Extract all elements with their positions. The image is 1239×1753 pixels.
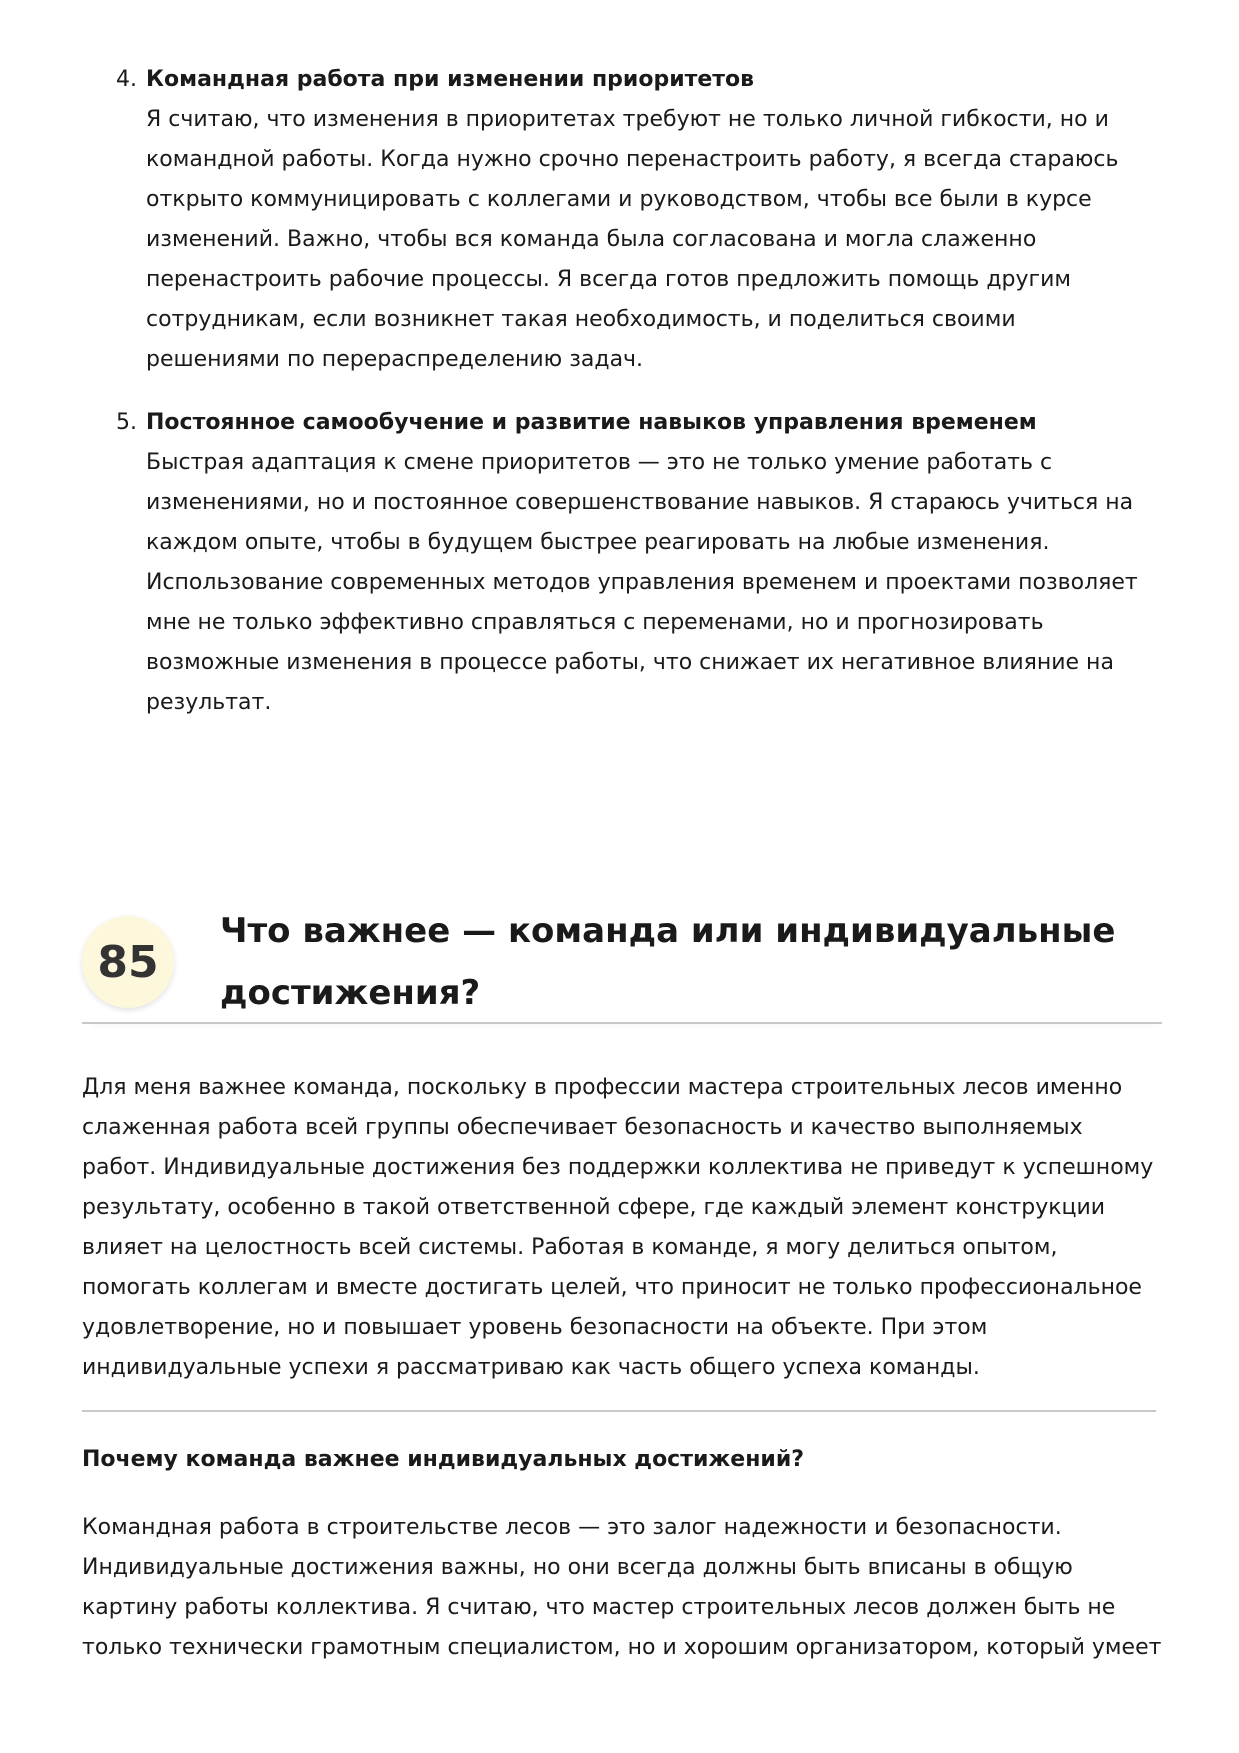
subheading-paragraph: Командная работа в строительстве лесов — это залог надежности и безопасности. Индивидуальные достижения важны, но они всегда должны быть вписаны в общую картину работы коллектива. Я считаю, что мастер строительных лесов должен быть не только технически грамотным специалистом, но и хорошим организатором, который умеет [82, 1515, 1162, 1660]
question-title: Что важнее — команда или индивидуальные достижения? [220, 911, 1116, 1013]
question-number-badge: 85 [82, 916, 174, 1008]
list-item [110, 403, 1160, 723]
list-item-number: 5. [116, 410, 137, 435]
list-item-title: Постоянное самообучение и развитие навыков управления временем [146, 410, 1037, 435]
list-item-title: Командная работа при изменении приоритетов [146, 67, 755, 92]
section-divider [82, 1410, 1156, 1412]
list-item-number: 4. [116, 67, 137, 92]
subheading: Почему команда важнее индивидуальных достижений? [82, 1447, 804, 1472]
question-header [82, 894, 1162, 1024]
list-item [110, 60, 1160, 380]
answer-paragraph: Для меня важнее команда, поскольку в профессии мастера строительных лесов именно слаженная работа всей группы обеспечивает безопасность и качество выполняемых работ. Индивидуальные достижения без поддержки коллектива не приведут к успешному результату, особенно в такой ответственной сфере, где каждый элемент конструкции влияет на целостность всей системы. Работая в команде, я могу делиться опытом, помогать коллегам и вместе достигать целей, что приносит не только профессиональное удовлетворение, но и повышает уровень безопасности на объекте. При этом индивидуальные успехи я рассматриваю как часть общего успеха команды. [82, 1075, 1154, 1380]
numbered-list [110, 60, 1160, 746]
list-item-body: Быстрая адаптация к смене приоритетов — это не только умение работать с изменениями, но и постоянное совершенствование навыков. Я стараюсь учиться на каждом опыте, чтобы в будущем быстрее реагировать на любые изменения. Использование современных методов управления временем и проектами позволяет мне не только эффективно справляться с переменами, но и прогнозировать возможные изменения в процессе работы, что снижает их негативное влияние на результат. [146, 450, 1138, 715]
list-item-body: Я считаю, что изменения в приоритетах требуют не только личной гибкости, но и командной работы. Когда нужно срочно перенастроить работу, я всегда стараюсь открыто коммуницировать с коллегами и руководством, чтобы все были в курсе изменений. Важно, чтобы вся команда была согласована и могла слаженно перенастроить рабочие процессы. Я всегда готов предложить помощь другим сотрудникам, если возникнет такая необходимость, и поделиться своими решениями по перераспределению задач. [146, 107, 1119, 372]
